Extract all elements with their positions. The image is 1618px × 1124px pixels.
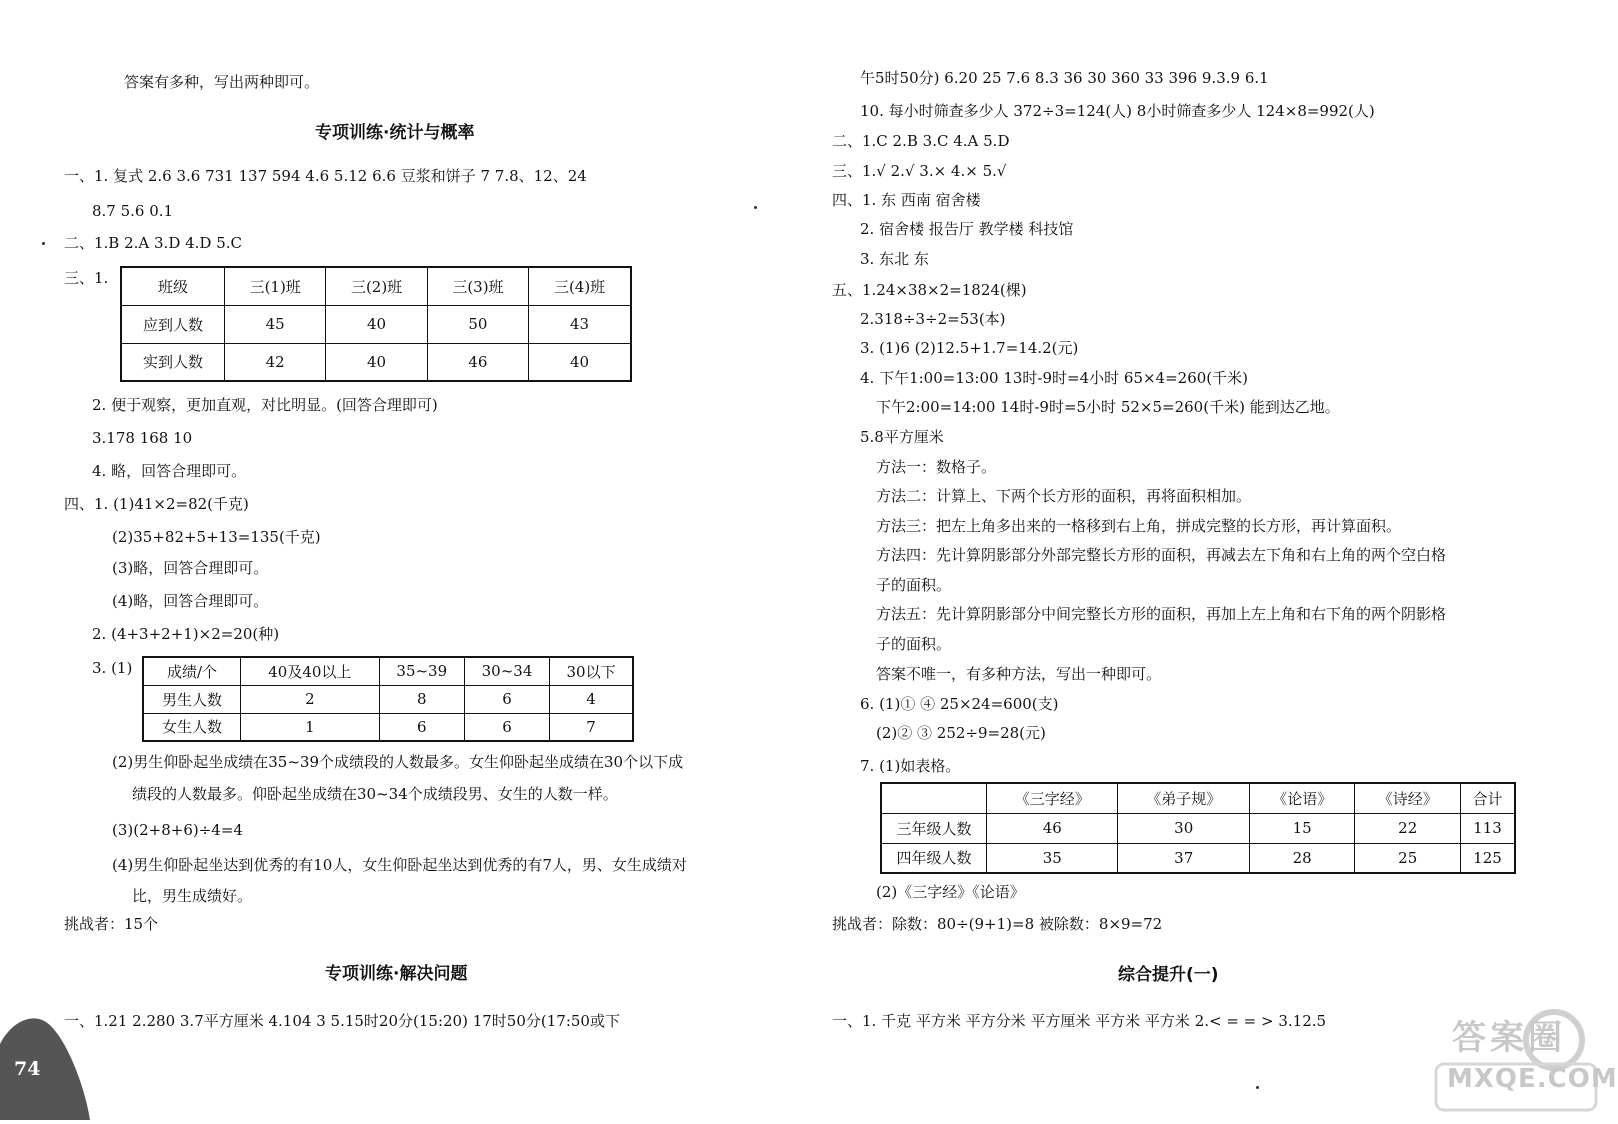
attendance-table (120, 266, 632, 382)
text-line: 三、1.√ 2.√ 3.× 4.× 5.√ (832, 162, 1007, 180)
text-line: 子的面积。 (876, 576, 952, 594)
text-line: 四、1. (1)41×2=82(千克) (64, 495, 249, 513)
table-cell: 46 (427, 343, 528, 381)
text-line: 2. 宿舍楼 报告厅 教学楼 科技馆 (860, 220, 1074, 238)
table-cell: 25 (1355, 843, 1461, 873)
table-row (143, 713, 633, 741)
text-line: (4)男生仰卧起坐达到优秀的有10人，女生仰卧起坐达到优秀的有7人，男、女生成绩对 (112, 856, 687, 874)
text-line: 3. 东北 东 (860, 250, 929, 268)
table-cell: 43 (529, 305, 631, 343)
text-line: 方法四：先计算阴影部分外部完整长方形的面积，再减去左下角和右上角的两个空白格 (876, 546, 1447, 564)
table-cell: 40 (326, 343, 427, 381)
text-line: 挑战者：除数：80÷(9+1)=8 被除数：8×9=72 (832, 915, 1163, 933)
table-cell: 7 (550, 713, 633, 741)
table-header-cell: 35~39 (379, 657, 464, 685)
table-cell: 6 (464, 685, 549, 713)
text-line: 子的面积。 (876, 635, 952, 653)
table-cell: 28 (1249, 843, 1355, 873)
text-line: 方法一：数格子。 (876, 458, 997, 476)
table-cell: 40 (326, 305, 427, 343)
table-cell: 三年级人数 (881, 813, 987, 843)
table-header-cell: 《论语》 (1249, 783, 1355, 813)
table-cell: 15 (1249, 813, 1355, 843)
table-row (121, 343, 631, 381)
table-cell: 1 (241, 713, 380, 741)
table-cell: 实到人数 (121, 343, 225, 381)
scan-speck (42, 242, 45, 245)
text-line: 方法五：先计算阴影部分中间完整长方形的面积，再加上左上角和右下角的两个阴影格 (876, 605, 1447, 623)
left-page (0, 0, 800, 1120)
table-cell: 应到人数 (121, 305, 225, 343)
table-cell: 男生人数 (143, 685, 241, 713)
text-line: 四、1. 东 西南 宿舍楼 (832, 191, 981, 209)
table-header-cell: 三(3)班 (427, 267, 528, 305)
table-cell: 四年级人数 (881, 843, 987, 873)
table-cell: 30 (1118, 813, 1249, 843)
text-line: 6. (1)① ④ 25×24=600(支) (860, 695, 1059, 713)
table-row (881, 813, 1515, 843)
table-header-cell: 班级 (121, 267, 225, 305)
text-line: 一、1. 千克 平方米 平方分米 平方厘米 平方米 平方米 2.< = = > 3.12.5 (832, 1012, 1327, 1030)
text-line: 2. 便于观察，更加直观，对比明显。(回答合理即可) (92, 396, 438, 414)
text-line: 3. (1) (92, 659, 133, 677)
table-row (143, 685, 633, 713)
table-header-cell: 成绩/个 (143, 657, 241, 685)
table-header-cell: 《弟子规》 (1118, 783, 1249, 813)
table-cell: 50 (427, 305, 528, 343)
table-cell: 40 (529, 343, 631, 381)
text-line: (2)35+82+5+13=135(千克) (112, 528, 321, 546)
text-line: (2)男生仰卧起坐成绩在35~39个成绩段的人数最多。女生仰卧起坐成绩在30个以下成 (112, 753, 684, 771)
right-page (800, 0, 1600, 1120)
text-line: 比，男生成绩好。 (132, 887, 253, 905)
section-title: 综合提升(一) (1118, 965, 1219, 985)
table-cell: 46 (987, 813, 1118, 843)
text-line: 午5时50分) 6.20 25 7.6 8.3 36 30 360 33 396 9.3.9 6.1 (860, 69, 1269, 87)
watermark-text: 答案圈 (1452, 1018, 1566, 1058)
text-line: 2. (4+3+2+1)×2=20(种) (92, 625, 280, 643)
table-header-cell: 合计 (1460, 783, 1515, 813)
table-cell: 6 (379, 713, 464, 741)
text-line: 3. (1)6 (2)12.5+1.7=14.2(元) (860, 339, 1079, 357)
text-line: 3.178 168 10 (92, 429, 193, 447)
situp-score-table (142, 656, 634, 742)
table-header-cell: 30~34 (464, 657, 549, 685)
text-line: 一、1.21 2.280 3.7平方厘米 4.104 3 5.15时20分(15:20) 17时50分(17:50或下 (64, 1012, 620, 1030)
text-line: 答案不唯一，有多种方法，写出一种即可。 (876, 665, 1162, 683)
text-line: 二、1.B 2.A 3.D 4.D 5.C (64, 234, 243, 252)
table-header-cell: 三(2)班 (326, 267, 427, 305)
text-line: 8.7 5.6 0.1 (92, 202, 174, 220)
table-header-cell: 三(4)班 (529, 267, 631, 305)
table-row (121, 305, 631, 343)
table-cell: 42 (225, 343, 326, 381)
table-cell: 125 (1460, 843, 1515, 873)
text-line: (2)《三字经》《论语》 (876, 883, 1025, 901)
table-cell: 4 (550, 685, 633, 713)
text-line: (3)略，回答合理即可。 (112, 559, 269, 577)
text-line: 五、1.24×38×2=1824(棵) (832, 281, 1027, 299)
scan-speck (1256, 1086, 1259, 1089)
text-line: 一、1. 复式 2.6 3.6 731 137 594 4.6 5.12 6.6 豆浆和饼子 7 7.8、12、24 (64, 167, 587, 185)
table-cell: 2 (241, 685, 380, 713)
reading-table (880, 782, 1516, 874)
section-title: 专项训练·解决问题 (325, 964, 468, 984)
table-cell: 6 (464, 713, 549, 741)
text-line: (3)(2+8+6)÷4=4 (112, 821, 243, 839)
table-header-cell: 30以下 (550, 657, 633, 685)
text-line: 4. 下午1:00=13:00 13时-9时=4小时 65×4=260(千米) (860, 369, 1249, 387)
table-header-cell: 《三字经》 (987, 783, 1118, 813)
table-row (881, 843, 1515, 873)
table-header-cell (881, 783, 987, 813)
text-line: 方法二：计算上、下两个长方形的面积，再将面积相加。 (876, 487, 1252, 505)
text-line: 方法三：把左上角多出来的一格移到右上角，拼成完整的长方形，再计算面积。 (876, 517, 1402, 535)
table-cell: 22 (1355, 813, 1461, 843)
table-cell: 113 (1460, 813, 1515, 843)
text-line: 7. (1)如表格。 (860, 757, 961, 775)
text-line: (2)② ③ 252÷9=28(元) (876, 724, 1046, 742)
table-cell: 35 (987, 843, 1118, 873)
table-header-cell: 40及40以上 (241, 657, 380, 685)
scan-speck (754, 206, 757, 209)
table-header-cell: 《诗经》 (1355, 783, 1461, 813)
text-line: 4. 略，回答合理即可。 (92, 462, 247, 480)
page-number: 74 (14, 1058, 41, 1080)
text-line: (4)略，回答合理即可。 (112, 592, 269, 610)
text-line: 挑战者：15个 (64, 915, 159, 933)
table-cell: 37 (1118, 843, 1249, 873)
table-cell: 45 (225, 305, 326, 343)
text-line: 下午2:00=14:00 14时-9时=5小时 52×5=260(千米) 能到达乙地。 (876, 398, 1340, 416)
table-header-cell: 三(1)班 (225, 267, 326, 305)
text-line: 二、1.C 2.B 3.C 4.A 5.D (832, 132, 1010, 150)
text-line: 三、1. (64, 269, 109, 287)
watermark-url: MXQE.COM (1447, 1064, 1618, 1094)
text-line: 2.318÷3÷2=53(本) (860, 310, 1006, 328)
text-line: 绩段的人数最多。仰卧起坐成绩在30~34个成绩段男、女生的人数一样。 (132, 785, 618, 803)
table-cell: 8 (379, 685, 464, 713)
text-line: 10. 每小时筛查多少人 372÷3=124(人) 8小时筛查多少人 124×8=992(人) (860, 102, 1375, 120)
text-line: 答案有多种，写出两种即可。 (124, 73, 320, 91)
section-title: 专项训练·统计与概率 (315, 123, 475, 143)
table-cell: 女生人数 (143, 713, 241, 741)
text-line: 5.8平方厘米 (860, 428, 944, 446)
